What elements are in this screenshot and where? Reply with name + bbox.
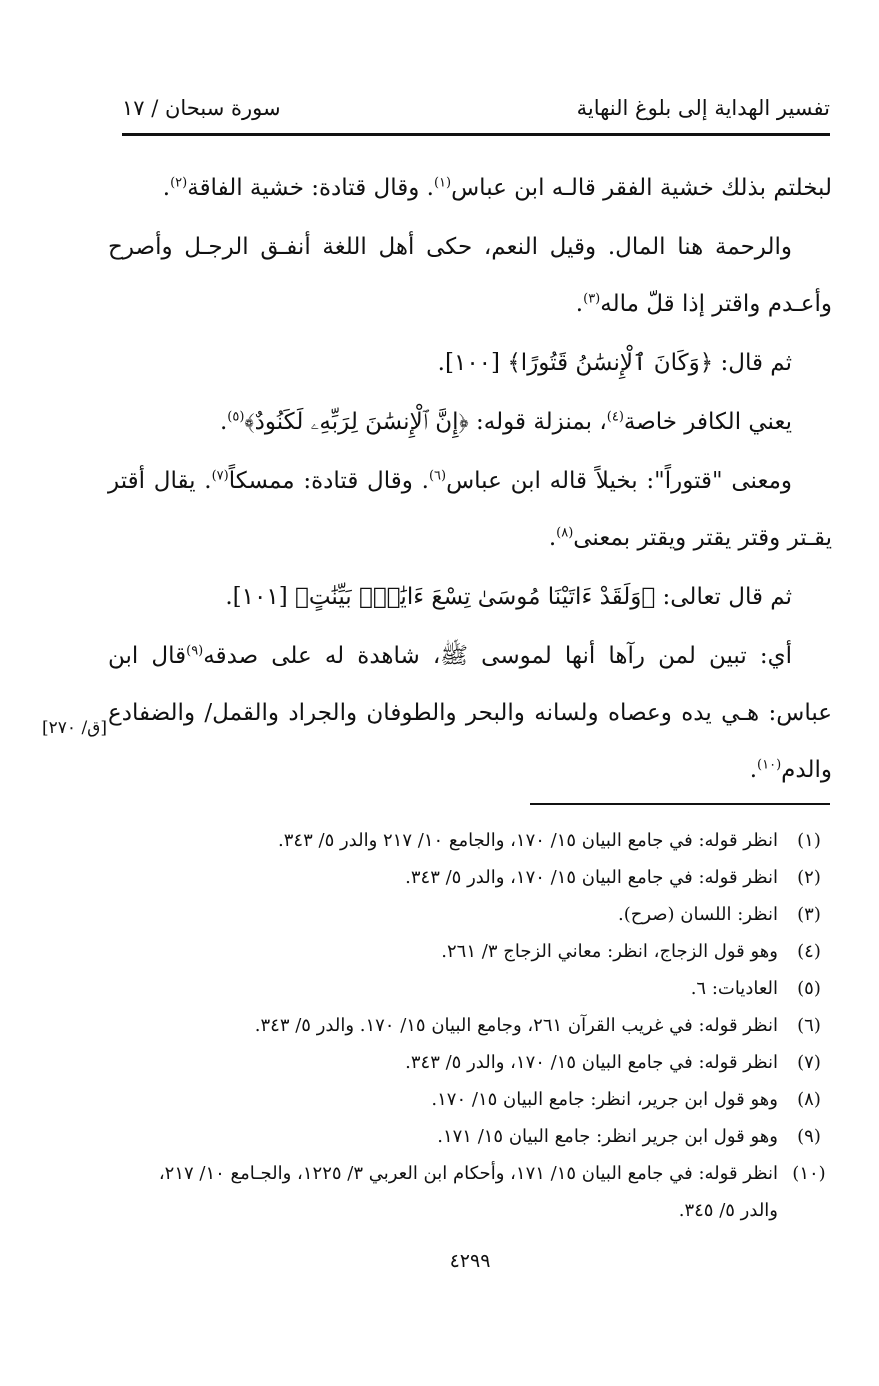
footnote-number: (٢)	[797, 867, 821, 888]
text-run: قال ابن عباس: هـي يده وعصاه ولسانه والبحر والطوفان والجراد والقمل/ والضفادع والدم	[108, 643, 832, 783]
text-run: ومعنى "قتوراً": بخيلاً قاله ابن عباس	[446, 468, 792, 494]
manuscript-margin-note: [ق/ ٢٧٠]	[42, 718, 108, 738]
footnote-text: انظر قوله: في جامع البيان ١٥/ ١٧٠، والجامع ١٠/ ٢١٧ والدر ٥/ ٣٤٣.	[278, 830, 778, 851]
footnote-number: (٤)	[797, 941, 821, 962]
footnote-text: وهو قول ابن جرير، انظر: جامع البيان ١٥/ ١٧٠.	[431, 1089, 778, 1110]
text-run: [١٠١].	[225, 584, 296, 610]
text-run: أي: تبين لمن رآها أنها لموسى ﷺ، شاهدة له على صدقه	[203, 643, 792, 669]
paragraph-4	[108, 394, 832, 451]
footnote-number: (٧)	[797, 1052, 821, 1073]
text-run: يعني الكافر خاصة	[623, 409, 792, 435]
footnote-text: انظر قوله: في غريب القرآن ٢٦١، وجامع البيان ١٥/ ١٧٠. والدر ٥/ ٣٤٣.	[254, 1015, 778, 1036]
footnote-number: (٥)	[797, 978, 821, 999]
footnote-item	[118, 933, 832, 970]
text-run: ثم قال:	[713, 350, 792, 376]
footnote-text: انظر: اللسان (صرح).	[617, 904, 778, 925]
paragraph-1	[108, 160, 832, 217]
footnote-text: انظر قوله: في جامع البيان ١٥/ ١٧٠، والدر ٥/ ٣٤٣.	[405, 867, 778, 888]
text-run: .	[162, 175, 171, 201]
footnote-ref: (٢)	[170, 175, 188, 191]
footnote-ref: (٤)	[606, 409, 624, 425]
text-run: .	[219, 409, 228, 435]
quran-verse: ﴿إِنَّ ٱلْإِنسَٰنَ لِرَبِّهِۦ لَكَنُودٌ﴾	[244, 409, 469, 435]
footnote-item	[118, 1007, 832, 1044]
text-run: . وقال قتادة: ممسكاً	[228, 468, 429, 494]
paragraph-3	[108, 335, 832, 392]
footnote-number: (٨)	[797, 1089, 821, 1110]
footnote-item	[118, 859, 832, 896]
paragraph-5	[108, 453, 832, 567]
main-text	[108, 160, 832, 801]
footnote-number: (٣)	[797, 904, 821, 925]
footnotes-list	[118, 822, 832, 1229]
text-run: .	[548, 525, 557, 551]
paragraph-7	[108, 628, 832, 799]
footnote-ref: (٧)	[211, 468, 229, 484]
footnote-number: (١)	[797, 830, 821, 851]
footnote-item	[118, 1044, 832, 1081]
footnote-item	[118, 1081, 832, 1118]
footnote-ref: (٩)	[186, 643, 204, 659]
footnote-item	[118, 1155, 832, 1229]
footnote-ref: (٣)	[583, 291, 601, 307]
footnote-item	[118, 970, 832, 1007]
text-run: ثم قال تعالى:	[655, 584, 792, 610]
footnote-number: (٦)	[797, 1015, 821, 1036]
running-header	[122, 92, 830, 132]
footnote-ref: (٥)	[227, 409, 245, 425]
footnote-text: انظر قوله: في جامع البيان ١٥/ ١٧١، وأحكام ابن العربي ٣/ ١٢٢٥، والجـامع ١٠/ ٢١٧، والدر ٥/ ٣٤٥.	[158, 1163, 778, 1221]
text-run: [١٠٠].	[437, 350, 508, 376]
text-run: والرحمة هنا المال. وقيل النعم، حكى أهل اللغة أنفـق الرجـل وأصرح وأعـدم واقتر إذا قلّ ماله	[108, 234, 832, 317]
text-run: . يقال أقتر يقـتر وقتر يقتر ويقتر بمعنى	[108, 468, 832, 551]
page-number: ٤٢٩٩	[449, 1250, 491, 1272]
book-title: تفسير الهداية إلى بلوغ النهاية	[576, 96, 830, 120]
quran-verse: ﴿وَكَانَ ٱلْإِنسَٰنُ قَتُورًا﴾	[507, 350, 714, 376]
text-run: لبخلتم بذلك خشية الفقر قالـه ابن عباس	[451, 175, 832, 201]
footnote-number: (١٠)	[792, 1163, 826, 1184]
footnote-text: العاديات: ٦.	[690, 978, 778, 999]
footnote-ref: (١٠)	[757, 757, 782, 773]
footnote-ref: (٨)	[556, 525, 574, 541]
text-run: . وقال قتادة: خشية الفاقة	[187, 175, 434, 201]
footnote-rule	[530, 803, 830, 805]
footnote-item	[118, 896, 832, 933]
footnote-text: وهو قول ابن جرير انظر: جامع البيان ١٥/ ١٧١.	[437, 1126, 778, 1147]
quran-verse: ﴿وَلَقَدْ ءَاتَيْنَا مُوسَىٰ تِسْعَ ءَايَٰتٍۭ بَيِّنَٰتٍ﴾	[295, 584, 656, 610]
text-run: .	[575, 291, 584, 317]
paragraph-2	[108, 219, 832, 333]
footnote-ref: (٦)	[428, 468, 447, 484]
text-run: .	[749, 757, 758, 783]
header-rule	[122, 133, 830, 136]
footnote-item	[118, 822, 832, 859]
footnote-text: وهو قول الزجاج، انظر: معاني الزجاج ٣/ ٢٦١.	[441, 941, 778, 962]
footnote-ref: (١)	[433, 175, 452, 191]
footnote-item	[118, 1118, 832, 1155]
text-run: ، بمنزلة قوله:	[468, 409, 607, 435]
paragraph-6	[108, 569, 832, 626]
footnote-number: (٩)	[797, 1126, 821, 1147]
footnote-text: انظر قوله: في جامع البيان ١٥/ ١٧٠، والدر ٥/ ٣٤٣.	[405, 1052, 778, 1073]
surah-label: سورة سبحان / ١٧	[122, 96, 281, 120]
